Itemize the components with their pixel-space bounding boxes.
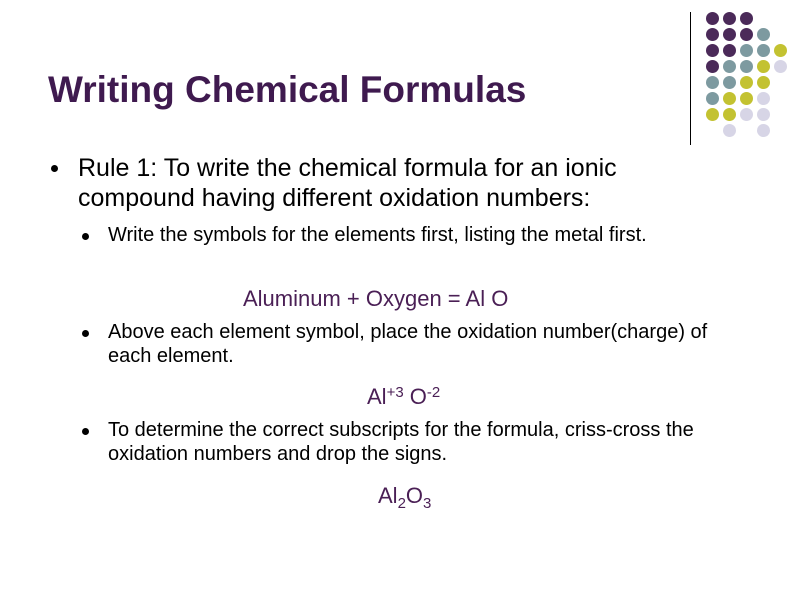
dot <box>757 28 770 41</box>
slide-title: Writing Chemical Formulas <box>48 69 527 110</box>
subscript-o: 3 <box>423 495 432 512</box>
dot <box>723 60 736 73</box>
symbol-al: Al <box>367 384 387 409</box>
bullet-step-2 <box>82 330 89 337</box>
example-oxidation-numbers <box>367 384 440 410</box>
dot <box>774 44 787 57</box>
dot <box>706 28 719 41</box>
dot <box>757 108 770 121</box>
dot <box>706 108 719 121</box>
dot <box>757 60 770 73</box>
subscript-al: 2 <box>397 495 406 512</box>
charge-al: +3 <box>386 384 404 401</box>
decorative-dot-grid <box>0 0 794 160</box>
dot <box>723 12 736 25</box>
step-3-text: To determine the correct subscripts for the formula, criss-cross the oxidation numbers and drop the signs. <box>108 419 694 465</box>
dot <box>706 12 719 25</box>
dot <box>740 60 753 73</box>
dot <box>706 92 719 105</box>
dot <box>740 76 753 89</box>
symbol-o: O <box>409 384 427 409</box>
dot <box>740 28 753 41</box>
rule-1-text: Rule 1: To write the chemical formula for an ionic compound having different oxidation numbers: <box>78 154 617 212</box>
dot <box>740 92 753 105</box>
dot <box>774 60 787 73</box>
charge-o: -2 <box>426 384 441 401</box>
dot <box>740 12 753 25</box>
example-aluminum-oxygen: Aluminum + Oxygen = Al O <box>243 286 509 311</box>
dot <box>723 108 736 121</box>
bullet-step-1 <box>82 233 89 240</box>
dot <box>723 92 736 105</box>
dot <box>757 92 770 105</box>
dot <box>706 60 719 73</box>
example-final-formula <box>378 483 432 512</box>
dot <box>723 44 736 57</box>
dot <box>723 76 736 89</box>
dot <box>706 76 719 89</box>
bullet-step-3 <box>82 428 89 435</box>
dot <box>723 124 736 137</box>
dot <box>706 44 719 57</box>
dot <box>757 76 770 89</box>
dot <box>757 124 770 137</box>
step-2-text: Above each element symbol, place the oxidation number(charge) of each element. <box>108 321 708 367</box>
symbol-al: Al <box>378 483 398 508</box>
dot <box>723 28 736 41</box>
dot <box>757 44 770 57</box>
bullet-rule-1 <box>51 165 58 172</box>
dot <box>740 44 753 57</box>
symbol-o: O <box>405 483 424 508</box>
dot <box>740 108 753 121</box>
step-1-text: Write the symbols for the elements first, listing the metal first. <box>108 224 647 246</box>
